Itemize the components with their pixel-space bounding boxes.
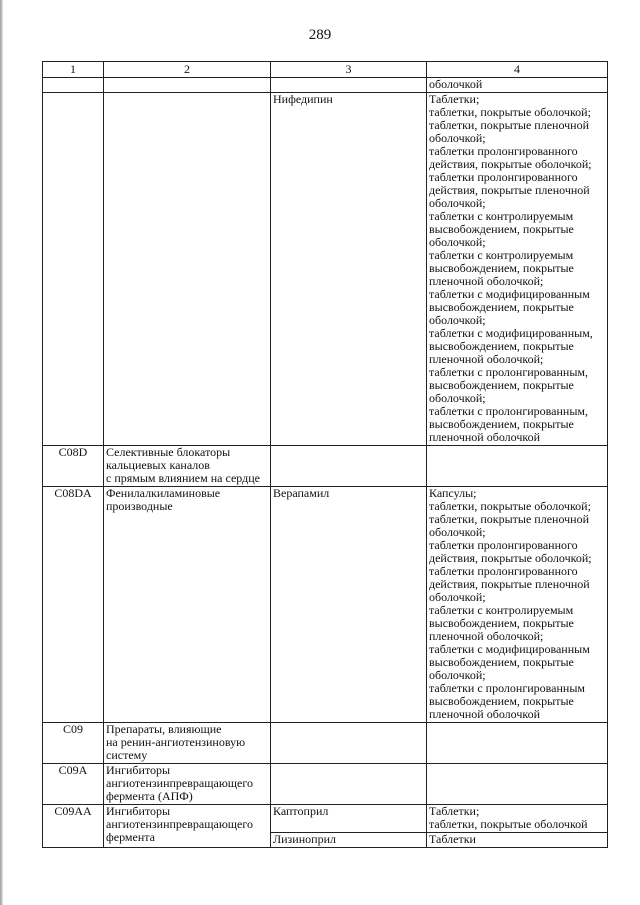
dosage-forms-cell: оболочкой — [427, 78, 608, 93]
atc-code-cell: C09 — [43, 723, 104, 764]
drug-table — [42, 61, 608, 848]
atc-code-cell: C08DA — [43, 487, 104, 723]
group-cell: Ингибиторы ангиотензинпревращающего фермента (АПФ) — [104, 764, 271, 805]
dosage-forms-cell — [427, 446, 608, 487]
table-row — [43, 93, 608, 446]
group-cell: Препараты, влияющие на ренин-ангиотензиновую систему — [104, 723, 271, 764]
drug-cell — [271, 446, 427, 487]
dosage-forms-cell: Капсулы; таблетки, покрытые оболочкой; таблетки, покрытые пленочной оболочкой; таблетки пролонгированного действия, покрытые оболочкой; таблетки пролонгированного действия, покрытые пленочной оболочкой; таблетки с контролируемым высвобождением, покрытые пленочной оболочкой; таблетки с модифицированным высвобождением, покрытые оболочкой; таблетки с пролонгированным высвобождением, покрытые пленочной оболочкой — [427, 487, 608, 723]
group-cell: Селективные блокаторы кальциевых каналов с прямым влиянием на сердце — [104, 446, 271, 487]
group-cell: Ингибиторы ангиотензинпревращающего фермента — [104, 805, 271, 848]
group-cell — [104, 93, 271, 446]
group-cell: Фенилалкиламиновые производные — [104, 487, 271, 723]
drug-cell: Лизиноприл — [271, 833, 427, 848]
drug-cell — [271, 78, 427, 93]
atc-code-cell: C09AA — [43, 805, 104, 848]
atc-code-cell: C09A — [43, 764, 104, 805]
atc-code-cell — [43, 93, 104, 446]
table-row — [43, 805, 608, 833]
dosage-forms-cell — [427, 764, 608, 805]
column-header: 3 — [271, 62, 427, 78]
column-header: 4 — [427, 62, 608, 78]
table-row — [43, 487, 608, 723]
drug-cell: Верапамил — [271, 487, 427, 723]
dosage-forms-cell — [427, 723, 608, 764]
table-header-row — [43, 62, 608, 78]
column-header: 1 — [43, 62, 104, 78]
table-row — [43, 764, 608, 805]
drug-cell: Нифедипин — [271, 93, 427, 446]
drug-cell — [271, 764, 427, 805]
table-row — [43, 723, 608, 764]
column-header: 2 — [104, 62, 271, 78]
scan-edge — [0, 0, 3, 905]
dosage-forms-cell: Таблетки; таблетки, покрытые оболочкой; таблетки, покрытые пленочной оболочкой; таблетки пролонгированного действия, покрытые оболочкой; таблетки пролонгированного действия, покрытые пленочной оболочкой; таблетки с контролируемым высвобождением, покрытые оболочкой; таблетки с контролируемым высвобождением, покрытые пленочной оболочкой; таблетки с модифицированным высвобождением, покрытые оболочкой; таблетки с модифицированным, высвобождением, покрытые пленочной оболочкой; таблетки с пролонгированным, высвобождением, покрытые оболочкой; таблетки с пролонгированным, высвобождением, покрытые пленочной оболочкой — [427, 93, 608, 446]
drug-cell: Каптоприл — [271, 805, 427, 833]
page-number: 289 — [308, 27, 332, 43]
table-row — [43, 78, 608, 93]
dosage-forms-cell: Таблетки; таблетки, покрытые оболочкой — [427, 805, 608, 833]
dosage-forms-cell: Таблетки — [427, 833, 608, 848]
drug-cell — [271, 723, 427, 764]
atc-code-cell: C08D — [43, 446, 104, 487]
group-cell — [104, 78, 271, 93]
table-row — [43, 446, 608, 487]
atc-code-cell — [43, 78, 104, 93]
